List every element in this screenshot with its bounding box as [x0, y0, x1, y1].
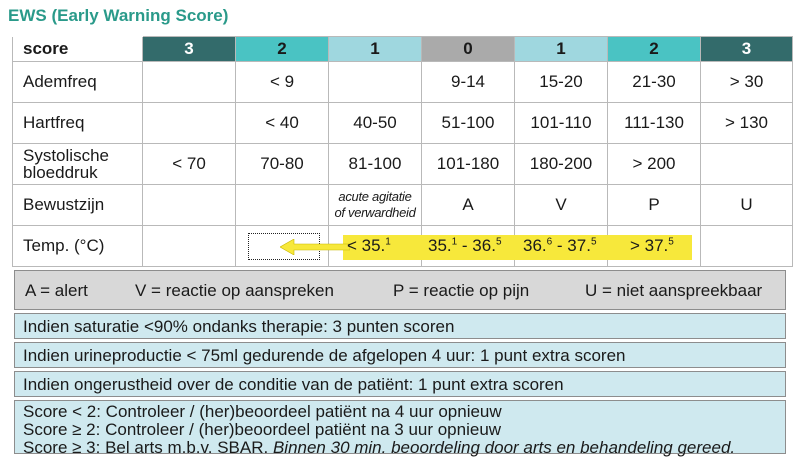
note-ongerustheid: Indien ongerustheid over de conditie van de patiënt: 1 punt extra scoren — [14, 371, 786, 397]
note-score-actions — [14, 400, 786, 457]
score-col-3-left: 3 — [143, 37, 236, 62]
score-action-lt2: Score < 2: Controleer / (her)beoordeel patiënt na 4 uur opnieuw — [23, 402, 502, 421]
cell: 9-14 — [422, 62, 515, 103]
row-systolische-bloeddruk — [13, 144, 793, 185]
row-label: Bewustzijn — [13, 185, 143, 226]
score-label: score — [13, 37, 143, 62]
cell — [143, 185, 236, 226]
cell: 111-130 — [608, 103, 701, 144]
row-bewustzijn — [13, 185, 793, 226]
cell: 180-200 — [515, 144, 608, 185]
temp-value-3: 36.$^6$ - 37.$^5$ — [523, 236, 597, 255]
cell-agitatie — [329, 185, 422, 226]
agitatie-line2: of verwardheid — [334, 205, 416, 220]
cell — [143, 62, 236, 103]
score-action-ge3: Score ≥ 3: Bel arts m.b.v. SBAR. Binnen 30 min. beoordeling door arts en behandeling gereed. — [23, 438, 736, 457]
temp-overlay — [248, 233, 692, 263]
arrow-left-icon — [280, 239, 350, 255]
legend-alert: A = alert — [25, 281, 88, 300]
cell: 40-50 — [329, 103, 422, 144]
cell — [701, 226, 793, 267]
temp-value-2: 35.$^1$ - 36.$^5$ — [428, 236, 502, 255]
cell: 15-20 — [515, 62, 608, 103]
cell: 70-80 — [236, 144, 329, 185]
cell: < 70 — [143, 144, 236, 185]
legend-verbal: V = reactie op aanspreken — [135, 281, 334, 300]
page-title: EWS (Early Warning Score) — [8, 6, 229, 25]
cell: U — [701, 185, 793, 226]
row-label-line2: bloeddruk — [23, 163, 98, 182]
header-row — [13, 37, 793, 62]
score-col-3-right: 3 — [701, 37, 793, 62]
cell — [143, 103, 236, 144]
cell: < 9 — [236, 62, 329, 103]
row-label: Temp. (°C) — [13, 226, 143, 267]
cell: P — [608, 185, 701, 226]
score-col-2-left: 2 — [236, 37, 329, 62]
row-label: Ademfreq — [13, 62, 143, 103]
score-col-1-right: 1 — [515, 37, 608, 62]
temp-value-4: > 37.$^5$ — [630, 236, 674, 255]
score-action-ge2: Score ≥ 2: Controleer / (her)beoordeel patiënt na 3 uur opnieuw — [23, 420, 502, 439]
cell — [701, 144, 793, 185]
cell: 101-110 — [515, 103, 608, 144]
legend-unresponsive: U = niet aanspreekbaar — [585, 281, 763, 300]
cell: 21-30 — [608, 62, 701, 103]
score-col-1-left: 1 — [329, 37, 422, 62]
row-hartfreq — [13, 103, 793, 144]
cell: 51-100 — [422, 103, 515, 144]
cell — [329, 62, 422, 103]
cell: > 30 — [701, 62, 793, 103]
cell: A — [422, 185, 515, 226]
row-ademfreq — [13, 62, 793, 103]
cell: < 40 — [236, 103, 329, 144]
score-col-2-right: 2 — [608, 37, 701, 62]
notes-list — [14, 313, 786, 457]
row-label: Hartfreq — [13, 103, 143, 144]
score-col-0: 0 — [422, 37, 515, 62]
cell: > 130 — [701, 103, 793, 144]
cell: 81-100 — [329, 144, 422, 185]
cell: 101-180 — [422, 144, 515, 185]
row-label — [13, 144, 143, 185]
cell: > 200 — [608, 144, 701, 185]
legend-pain: P = reactie op pijn — [393, 281, 530, 300]
cell — [143, 226, 236, 267]
cell — [236, 185, 329, 226]
note-saturatie: Indien saturatie <90% ondanks therapie: 3 punten scoren — [14, 313, 786, 339]
agitatie-line1: acute agitatie — [338, 189, 412, 204]
consciousness-legend — [14, 270, 786, 310]
row-label-line1: Systolische — [23, 146, 109, 165]
cell: V — [515, 185, 608, 226]
temp-value-1: < 35.$^1$ — [347, 236, 391, 255]
note-urineproductie: Indien urineproductie < 75ml gedurende de afgelopen 4 uur: 1 punt extra scoren — [14, 342, 786, 368]
